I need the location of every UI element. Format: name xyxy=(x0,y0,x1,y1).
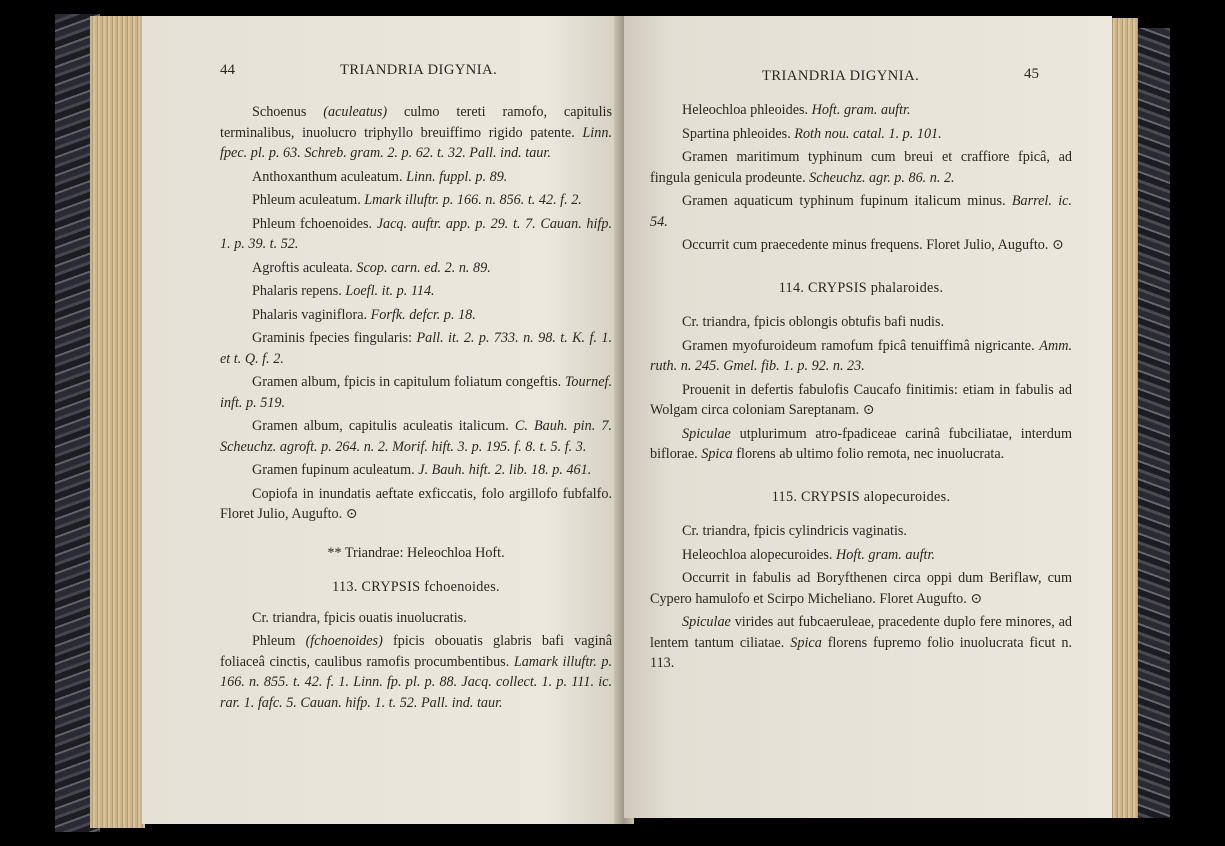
text-run: florens fupremo folio inuolucrata ficut n. 113. xyxy=(650,634,1072,671)
right-text-block xyxy=(650,100,1072,677)
paragraph-l14 xyxy=(220,631,612,713)
paragraph-l5 xyxy=(220,258,612,279)
italic-run: Lmark illuftr. p. 166. n. 856. t. 42. f. 2. xyxy=(364,192,582,208)
paragraph-r5 xyxy=(650,235,1072,256)
paragraph-r13 xyxy=(650,612,1072,674)
text-run: Gramen album, fpicis in capitulum foliatum congeftis. xyxy=(252,374,565,390)
section-title-114: 114. CRYPSIS phalaroides. xyxy=(778,279,944,296)
italic-run: Scheuchz. agr. p. 86. n. 2. xyxy=(809,169,955,186)
right-paragraphs-3 xyxy=(650,521,1072,674)
text-run: Heleochloa alopecuroides. xyxy=(682,546,837,563)
text-run: Prouenit in defertis fabulofis Caucafo finitimis: etiam in fabulis ad Wolgam circa coloniam Sareptanam. ⊙ xyxy=(650,381,1072,418)
italic-run: Hoft. gram. auftr. xyxy=(811,102,911,118)
paragraph-l7 xyxy=(220,305,612,326)
page-number-left: 44 xyxy=(220,62,235,78)
page-number-right: 45 xyxy=(1024,66,1039,82)
text-run: virides aut fubcaeruleae, pracedente duplo fere minores, ad lentem tantum ciliatae. xyxy=(650,614,1072,651)
text-run: Occurrit in fabulis ad Boryfthenen circa oppi dum Beriflaw, cum Cypero hamulofo et Scirpo Micheliano. Floret Augufto. ⊙ xyxy=(650,570,1072,607)
text-run: Gramen fupinum aculeatum. xyxy=(252,462,419,478)
paragraph-l13 xyxy=(220,608,612,629)
text-run: Copiofa in inundatis aeftate exficcatis, folo argillofo fubfalfo. Floret Julio, Augufto. ⊙ xyxy=(220,485,612,522)
italic-run: (fchoenoides) xyxy=(305,633,383,649)
paragraph-l8 xyxy=(220,328,612,369)
paragraph-r1 xyxy=(650,100,1072,121)
paragraph-r12 xyxy=(650,568,1072,609)
italic-run: (aculeatus) xyxy=(323,104,388,120)
text-run: Phleum aculeatum. xyxy=(252,192,365,208)
paragraph-r11 xyxy=(650,545,1072,566)
page-edges-left xyxy=(90,16,145,828)
text-run: Gramen maritimum typhinum cum breui et craffiore fpicâ, ad fingula genicula prodeunte. xyxy=(650,149,1072,186)
italic-run: Barrel. ic. 54. xyxy=(650,193,1072,230)
text-run: Phleum fchoenoides. xyxy=(252,215,377,232)
text-run: Spartina phleoides. xyxy=(682,125,795,142)
text-run: Gramen album, capitulis aculeatis italicum. xyxy=(252,418,515,434)
text-run: fpicis obouatis glabris bafi vaginâ foliaceâ cinctis, caulibus ramofis procumbentibus. xyxy=(220,633,612,670)
italic-run: J. Bauh. hift. 2. lib. 18. p. 461. xyxy=(418,462,592,478)
italic-run: Amm. ruth. n. 245. Gmel. fib. 1. p. 92. n. 23. xyxy=(650,337,1072,374)
paragraph-l11 xyxy=(220,460,612,481)
italic-run: Roth nou. catal. 1. p. 101. xyxy=(794,125,942,142)
text-run: Gramen myofuroideum ramofum fpicâ tenuiffimâ nigricante. xyxy=(682,337,1040,354)
text-run: Gramen aquaticum typhinum fupinum italicum minus. xyxy=(682,193,1012,209)
text-run: Schoenus xyxy=(252,104,324,120)
text-run: florens ab ultimo folio remota, nec inuolucrata. xyxy=(732,446,1005,462)
italic-run: Jacq. auftr. app. p. 29. t. 7. Cauan. hifp. 1. p. 39. t. 52. xyxy=(220,215,612,252)
text-run: Cr. triandra, fpicis oblongis obtufis bafi nudis. xyxy=(682,314,945,330)
text-run: Cr. triandra, fpicis ouatis inuolucratis. xyxy=(252,609,467,626)
italic-run: Spiculae xyxy=(682,425,731,442)
italic-run: Pall. it. 2. p. 733. n. 98. t. K. f. 1. et t. Q. f. 2. xyxy=(220,330,612,367)
right-paragraphs-2 xyxy=(650,312,1072,465)
left-text-block xyxy=(220,102,612,716)
paragraph-r10 xyxy=(650,521,1072,542)
text-run: Agroftis aculeata. xyxy=(252,259,357,276)
running-header-right: TRIANDRIA DIGYNIA. xyxy=(762,68,920,84)
right-page xyxy=(624,16,1112,818)
paragraph-l9 xyxy=(220,372,612,413)
italic-run: Hoft. gram. auftr. xyxy=(836,546,935,563)
text-run: Phalaris vaginiflora. xyxy=(252,306,371,323)
paragraph-r2 xyxy=(650,124,1072,145)
text-run: Occurrit cum praecedente minus frequens. Floret Julio, Augufto. ⊙ xyxy=(682,237,1064,253)
section-title-115: 115. CRYPSIS alopecuroides. xyxy=(771,488,951,505)
italic-run: Spica xyxy=(701,446,733,462)
italic-run: Linn. fuppl. p. 89. xyxy=(406,168,508,185)
section-title-113: 113. CRYPSIS fchoenoides. xyxy=(332,579,500,595)
left-paragraphs-2 xyxy=(220,608,612,714)
paragraph-r6 xyxy=(650,312,1072,333)
left-paragraphs xyxy=(220,102,612,525)
italic-run: Forfk. defcr. p. 18. xyxy=(370,306,476,323)
text-run: Phleum xyxy=(252,633,306,649)
text-run: Anthoxanthum aculeatum. xyxy=(252,168,407,185)
paragraph-l4 xyxy=(220,214,612,255)
paragraph-r8 xyxy=(650,380,1072,421)
paragraph-l1 xyxy=(220,102,612,164)
paragraph-r7 xyxy=(650,336,1072,377)
italic-run: Tournef. inft. p. 519. xyxy=(220,374,612,411)
text-run: Heleochloa phleoides. xyxy=(682,102,812,118)
subheading: ** Triandrae: Heleochloa Hoft. xyxy=(327,544,505,561)
text-run: utplurimum atro-fpadiceae carinâ fubciliatae, interdum biflorae. xyxy=(650,425,1072,462)
italic-run: Linn. fpec. pl. p. 63. Schreb. gram. 2. p. 62. t. 32. Pall. ind. taur. xyxy=(220,124,612,161)
italic-run: Loefl. it. p. 114. xyxy=(345,283,435,299)
paragraph-l2 xyxy=(220,167,612,188)
text-run: culmo tereti ramofo, capitulis terminalibus, inuolucro triphyllo breuiffimo rigido patente. xyxy=(220,104,612,141)
italic-run: Scop. carn. ed. 2. n. 89. xyxy=(356,259,491,276)
paragraph-l3 xyxy=(220,190,612,211)
italic-run: Spiculae xyxy=(682,614,731,630)
paragraph-r4 xyxy=(650,191,1072,232)
paragraph-l12 xyxy=(220,484,612,525)
italic-run: C. Bauh. pin. 7. Scheuchz. agroft. p. 264. n. 2. Morif. hift. 3. p. 195. f. 8. t. 5. f. 3. xyxy=(220,418,612,455)
paragraph-r9 xyxy=(650,424,1072,465)
paragraph-r3 xyxy=(650,147,1072,188)
running-header-left: TRIANDRIA DIGYNIA. xyxy=(340,62,498,78)
text-run: Cr. triandra, fpicis cylindricis vaginatis. xyxy=(682,523,907,539)
text-run: Phalaris repens. xyxy=(252,283,346,299)
italic-run: Lamark illuftr. p. 166. n. 855. t. 42. f. 1. Linn. fp. pl. p. 88. Jacq. collect. 1. p. 111. ic. rar. 1. fafc. 5. Cauan. hifp. 1. t. 52. Pall. ind. taur. xyxy=(220,653,612,711)
paragraph-l6 xyxy=(220,281,612,302)
text-run: Graminis fpecies fingularis: xyxy=(252,330,417,346)
italic-run: Spica xyxy=(790,634,822,651)
right-paragraphs xyxy=(650,100,1072,256)
left-page xyxy=(142,16,620,824)
paragraph-l10 xyxy=(220,416,612,457)
